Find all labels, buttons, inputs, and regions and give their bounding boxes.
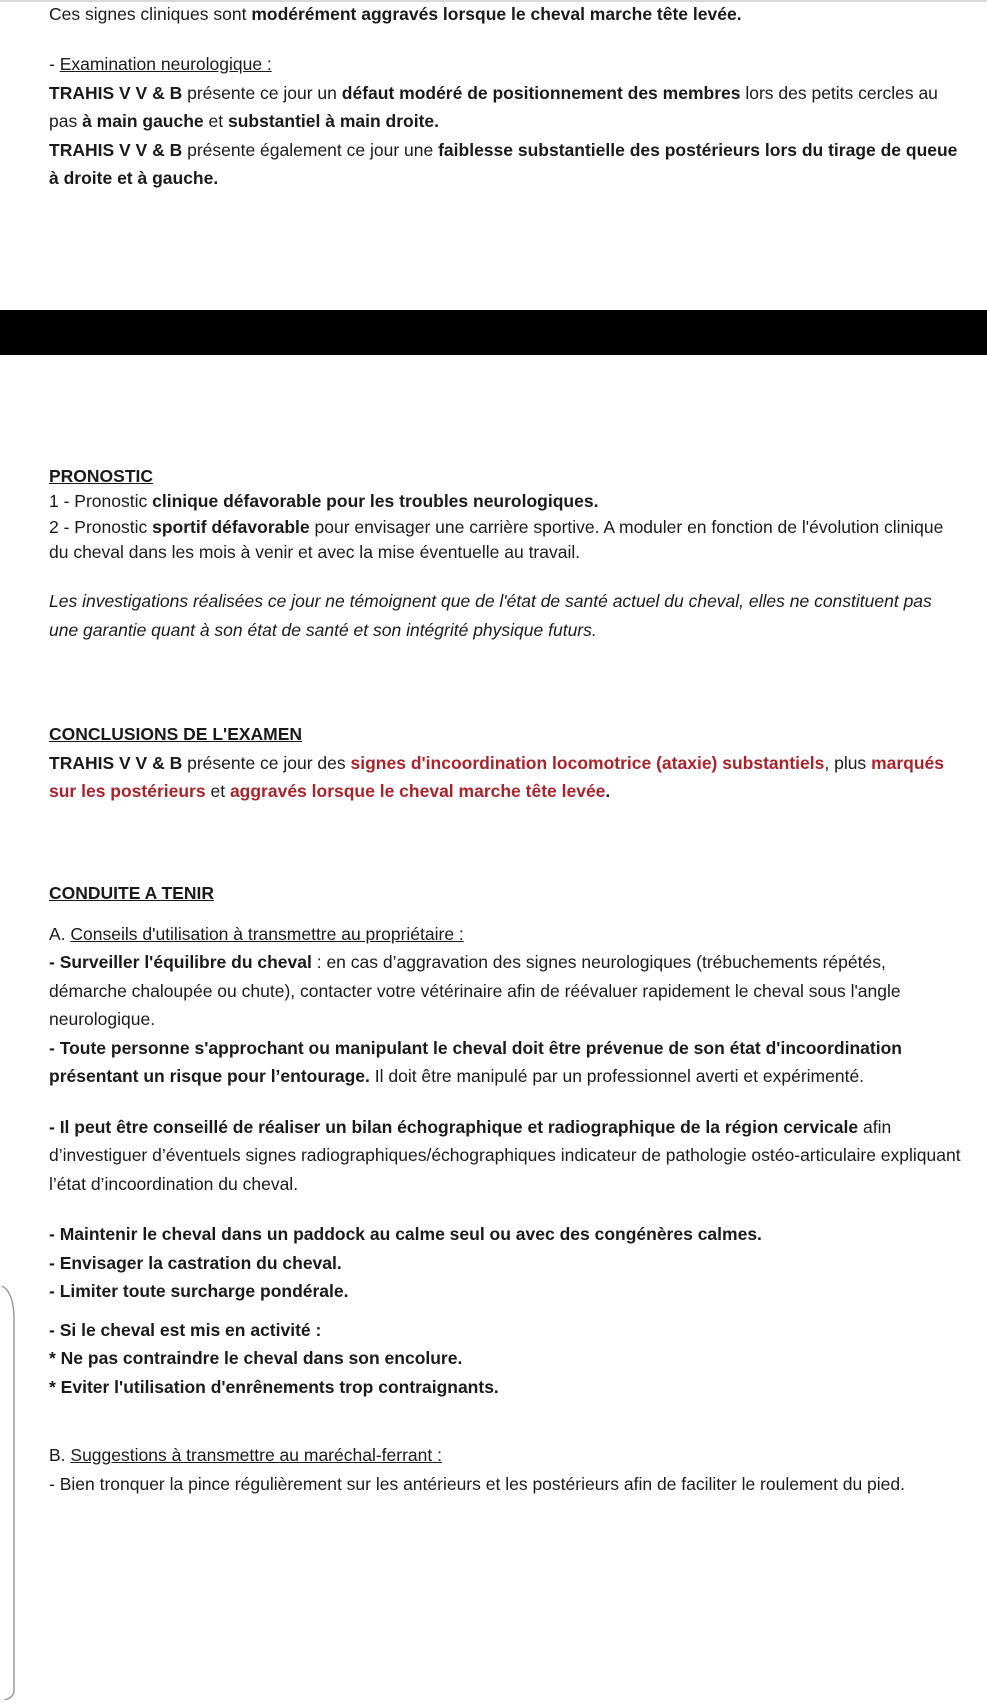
prognosis-heading: PRONOSTIC [49, 466, 154, 486]
conduct-heading: CONDUITE A TENIR [49, 883, 214, 903]
text-bold: faiblesse substantielle des postérieurs lors du tirage de queue à droite et à gauche. [49, 139, 958, 188]
text: 1 - Pronostic [49, 490, 153, 511]
horse-name: TRAHIS V V & B [49, 752, 183, 773]
conduct-a3 [49, 1113, 964, 1199]
conduct-a-title [49, 920, 964, 949]
text: A. [49, 923, 71, 944]
redaction-bar [0, 310, 987, 355]
text-bold: . [605, 781, 611, 801]
text-bold: sportif défavorable [152, 517, 310, 537]
neuro-para-1 [49, 79, 964, 136]
prognosis-line-2 [49, 515, 964, 565]
text-bold: défaut modéré de positionnement des membres [341, 82, 741, 103]
text: Ces signes cliniques sont [49, 4, 252, 24]
conduct-b-title [49, 1441, 964, 1470]
text: présente ce jour un [182, 82, 342, 103]
exam-line-1 [49, 0, 964, 29]
highlight-red: aggravés lorsque le cheval marche tête levée [229, 781, 606, 801]
horse-name: TRAHIS V V & B [49, 139, 183, 160]
conduct-a4: - Maintenir le cheval dans un paddock au calme seul ou avec des congénères calmes. [49, 1224, 762, 1244]
highlight-red: signes d'incoordination locomotrice (ataxie) substantiels [350, 752, 825, 773]
text: , plus [824, 752, 872, 773]
page-edge-curve [0, 1280, 20, 1700]
conduct-b1: - Bien tronquer la pince régulièrement sur les antérieurs et les postérieurs afin de faciliter le roulement du pied. [49, 1473, 906, 1494]
horse-name: TRAHIS V V & B [49, 82, 183, 103]
text: Il doit être manipulé par un professionnel averti et expérimenté. [369, 1066, 865, 1086]
text-bold: - Il peut être conseillé de réaliser un bilan échographique et radiographique de la région cervicale [49, 1116, 859, 1137]
conduct-a9: * Eviter l'utilisation d'enrênements trop contraignants. [49, 1376, 499, 1397]
conduct-section [49, 879, 964, 1498]
conclusions-text [49, 749, 964, 806]
text-bold: - Surveiller l'équilibre du cheval [49, 952, 312, 972]
text-bold: clinique défavorable pour les troubles neurologiques. [152, 490, 599, 511]
text: et [205, 781, 230, 801]
text-bold: modérément aggravés lorsque le cheval marche tête levée. [251, 4, 742, 24]
text-bold: substantiel à main droite. [227, 111, 440, 131]
conduct-a2 [49, 1034, 964, 1091]
text: pour envisager une carrière sportive. A moduler en fonction de l'évolution clinique du cheval dans les mois à venir et avec la mise éventuelle au travail. [49, 517, 944, 562]
conduct-a8: * Ne pas contraindre le cheval dans son encolure. [49, 1348, 463, 1368]
text: B. [49, 1445, 71, 1465]
text: lors des petits cercles au pas [49, 82, 938, 131]
highlight-red: marqués sur les postérieurs [49, 752, 945, 801]
prognosis-disclaimer: Les investigations réalisées ce jour ne témoignent que de l'état de santé actuel du cheval, elles ne constituent pas une garantie quant à son état de santé et son intégrité physique futurs. [49, 591, 932, 640]
text: : en cas d’aggravation des signes neurologiques (trébuchements répétés, démarche chaloupée ou chute), contacter votre vétérinaire afin de réévaluer rapidement le cheval sous l'angle neurologique. [49, 952, 901, 1029]
section-subheading: Examination neurologique : [59, 54, 272, 74]
section-subheading: Conseils d'utilisation à transmettre au propriétaire : [70, 923, 464, 944]
neuro-para-2 [49, 136, 964, 193]
neuro-section [49, 50, 964, 193]
neuro-heading [49, 50, 964, 79]
prognosis-section [49, 462, 964, 644]
text-bold: - Toute personne s'approchant ou manipulant le cheval doit être prévenue de son état d'incoordination présentant un risque pour l’entourage. [49, 1037, 902, 1086]
prognosis-line-1 [49, 487, 964, 516]
conduct-a5: - Envisager la castration du cheval. [49, 1252, 342, 1273]
text: présente ce jour des [182, 752, 351, 773]
conduct-a7: - Si le cheval est mis en activité : [49, 1319, 322, 1340]
text: présente également ce jour une [182, 139, 439, 160]
text-bold: à main gauche [82, 111, 204, 131]
text: afin d’investiguer d’éventuels signes radiographiques/échographiques indicateur de pathologie ostéo-articulaire expliquant l’état d’incoordination du cheval. [49, 1116, 961, 1194]
section-subheading: Suggestions à transmettre au maréchal-ferrant : [70, 1445, 442, 1465]
conduct-a6: - Limiter toute surcharge pondérale. [49, 1281, 349, 1301]
exam-section [49, 0, 964, 29]
conclusions-heading: CONCLUSIONS DE L'EXAMEN [49, 724, 303, 744]
text: 2 - Pronostic [49, 517, 153, 537]
conduct-a1 [49, 948, 964, 1034]
text: - [49, 54, 60, 74]
text: et [203, 111, 228, 131]
conclusions-section [49, 720, 964, 806]
